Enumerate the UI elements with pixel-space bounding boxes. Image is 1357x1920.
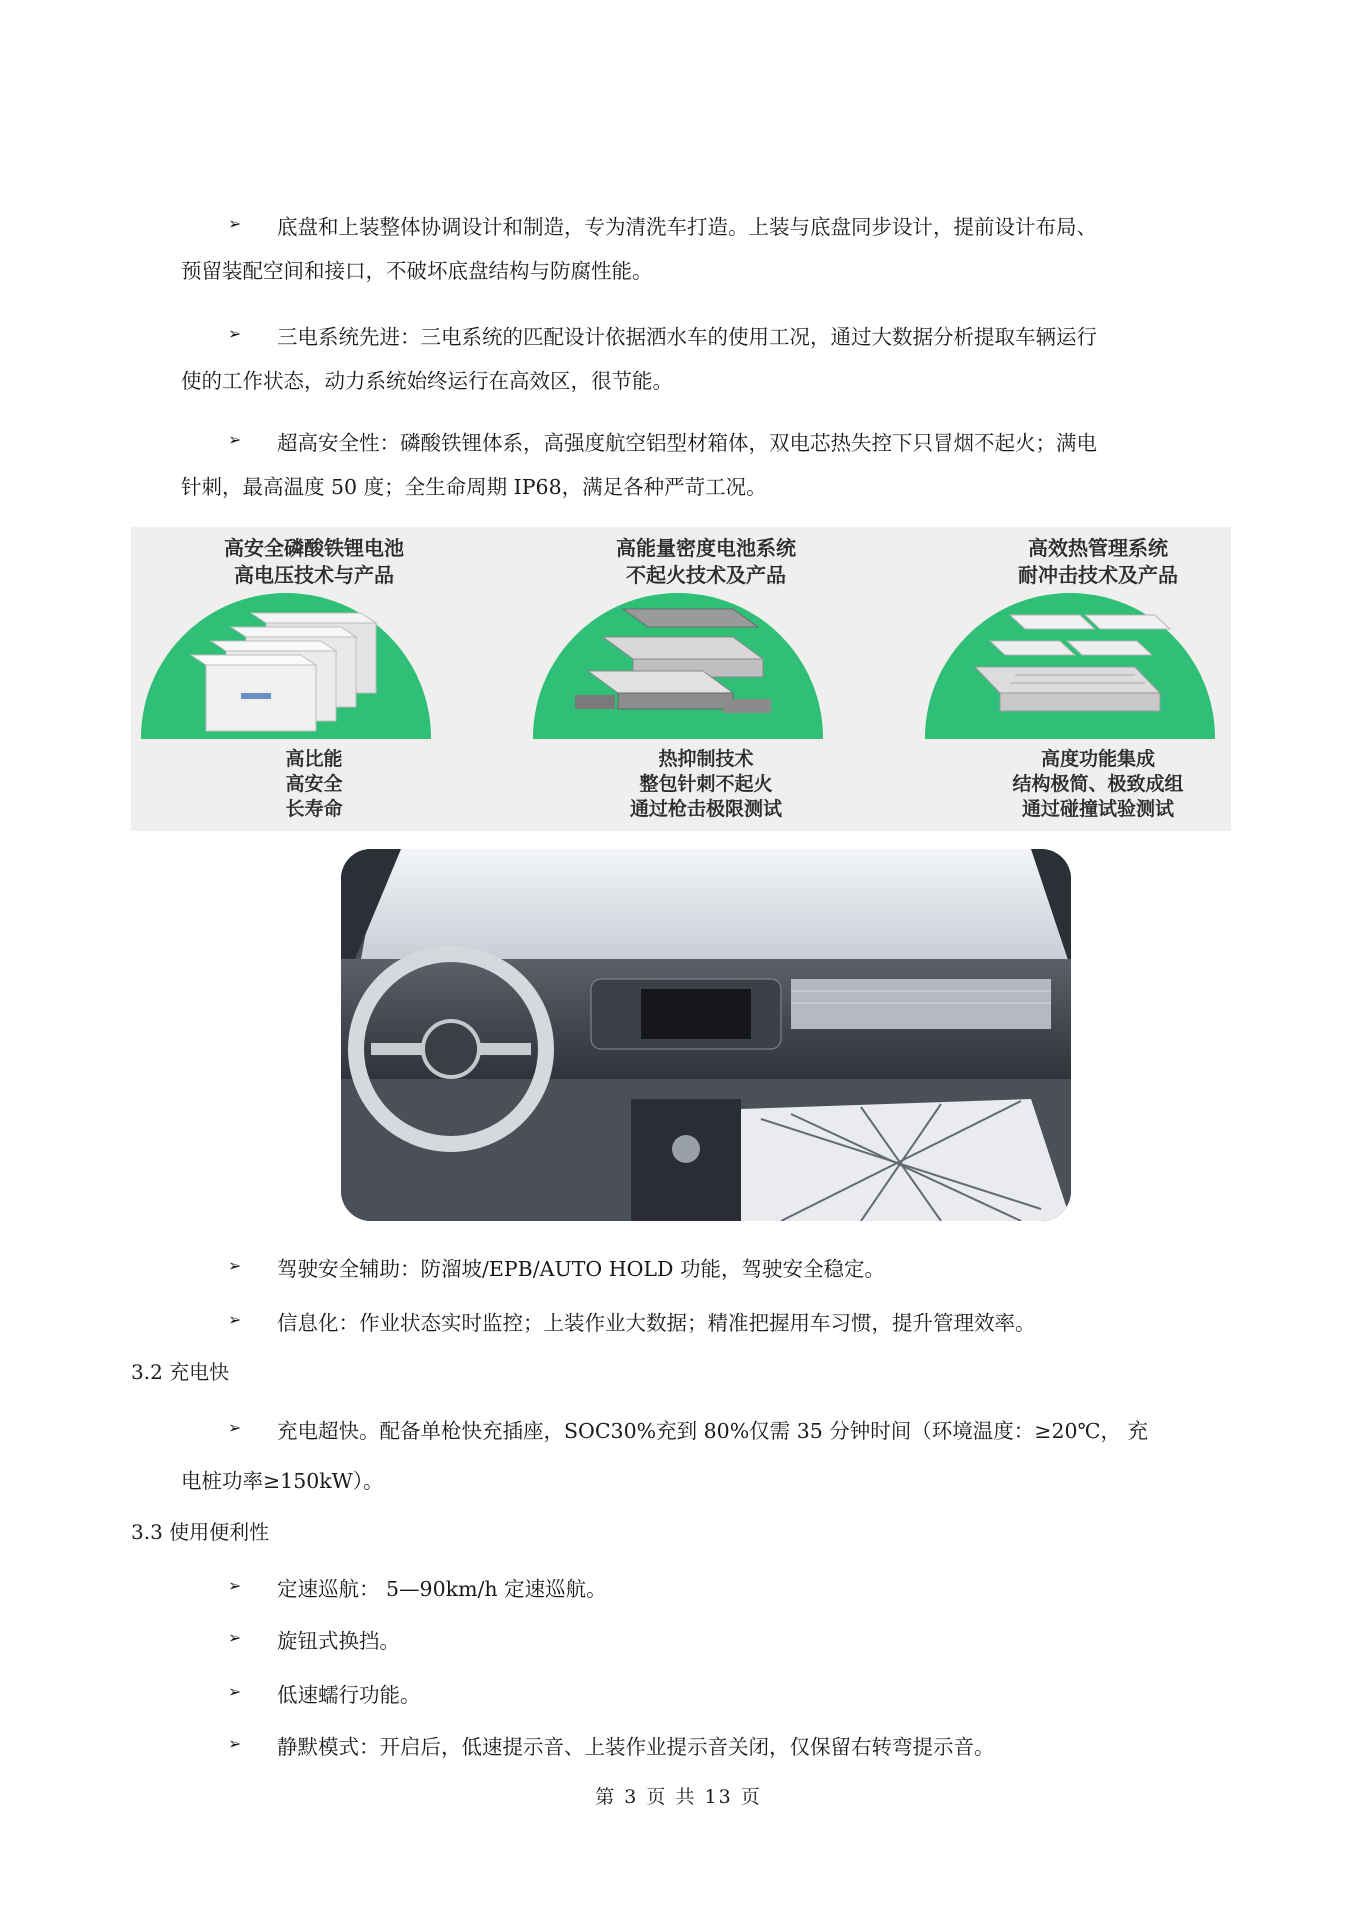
bullet-marker: ➢ bbox=[228, 1628, 242, 1647]
bullet-marker: ➢ bbox=[228, 214, 242, 233]
battery-panel bbox=[131, 527, 497, 831]
paragraph-line: 充电超快。配备单枪快充插座，SOC30%充到 80%仅需 35 分钟时间（环境温度：≥20℃， 充 bbox=[277, 1419, 1149, 1443]
battery-panel bbox=[915, 527, 1231, 831]
bullet-marker: ➢ bbox=[228, 430, 242, 449]
paragraph-line: 使的工作状态，动力系统始终运行在高效区，很节能。 bbox=[181, 369, 673, 393]
paragraph-line: 超高安全性：磷酸铁锂体系，高强度航空铝型材箱体，双电芯热失控下只冒烟不起火；满电 bbox=[277, 431, 1097, 455]
paragraph-line: 预留装配空间和接口，不破坏底盘结构与防腐性能。 bbox=[181, 259, 653, 283]
paragraph-line: 驾驶安全辅助：防溜坡/EPB/AUTO HOLD 功能，驾驶安全稳定。 bbox=[277, 1257, 885, 1281]
panel-features: 热抑制技术 整包针刺不起火 通过枪击极限测试 bbox=[629, 748, 782, 820]
vehicle-interior-photo bbox=[341, 849, 1071, 1221]
paragraph-line: 三电系统先进：三电系统的匹配设计依据洒水车的使用工况，通过大数据分析提取车辆运行 bbox=[277, 325, 1097, 349]
bullet-marker: ➢ bbox=[228, 1682, 242, 1701]
section-heading: 3.2 充电快 bbox=[131, 1360, 230, 1384]
bullet-marker: ➢ bbox=[228, 1256, 242, 1275]
list-item: 静默模式：开启后，低速提示音、上装作业提示音关闭，仅保留右转弯提示音。 bbox=[277, 1735, 995, 1759]
bullet-marker: ➢ bbox=[228, 1734, 242, 1753]
battery-pack-illustration bbox=[563, 599, 793, 739]
page-footer: 第 3 页 共 13 页 bbox=[595, 1786, 762, 1808]
paragraph-line: 底盘和上装整体协调设计和制造，专为清洗车打造。上装与底盘同步设计，提前设计布局、 bbox=[277, 215, 1097, 239]
battery-cells-illustration bbox=[171, 605, 401, 735]
bullet-marker: ➢ bbox=[228, 1576, 242, 1595]
panel-features: 高比能 高安全 长寿命 bbox=[285, 748, 343, 820]
paragraph-line: 电桩功率≥150kW）。 bbox=[181, 1469, 384, 1493]
panel-title: 高能量密度电池系统 不起火技术及产品 bbox=[616, 536, 796, 587]
battery-panel bbox=[523, 527, 889, 831]
panel-title: 高安全磷酸铁锂电池 高电压技术与产品 bbox=[224, 536, 404, 587]
list-item: 低速蠕行功能。 bbox=[277, 1683, 421, 1707]
panel-title: 高效热管理系统 耐冲击技术及产品 bbox=[1018, 536, 1178, 587]
bullet-marker: ➢ bbox=[228, 324, 242, 343]
panel-features: 高度功能集成 结构极简、极致成组 通过碰撞试验测试 bbox=[1012, 748, 1184, 820]
list-item: 旋钮式换挡。 bbox=[277, 1629, 400, 1653]
battery-infographic bbox=[131, 527, 1231, 831]
paragraph-line: 信息化：作业状态实时监控；上装作业大数据；精准把握用车习惯，提升管理效率。 bbox=[277, 1311, 1036, 1335]
bullet-marker: ➢ bbox=[228, 1310, 242, 1329]
section-heading: 3.3 使用便利性 bbox=[131, 1520, 270, 1544]
bullet-marker: ➢ bbox=[228, 1418, 242, 1437]
paragraph-line: 针刺，最高温度 50 度；全生命周期 IP68，满足各种严苛工况。 bbox=[181, 475, 767, 499]
list-item: 定速巡航： 5—90km/h 定速巡航。 bbox=[277, 1577, 607, 1601]
thermal-management-illustration bbox=[955, 605, 1185, 735]
